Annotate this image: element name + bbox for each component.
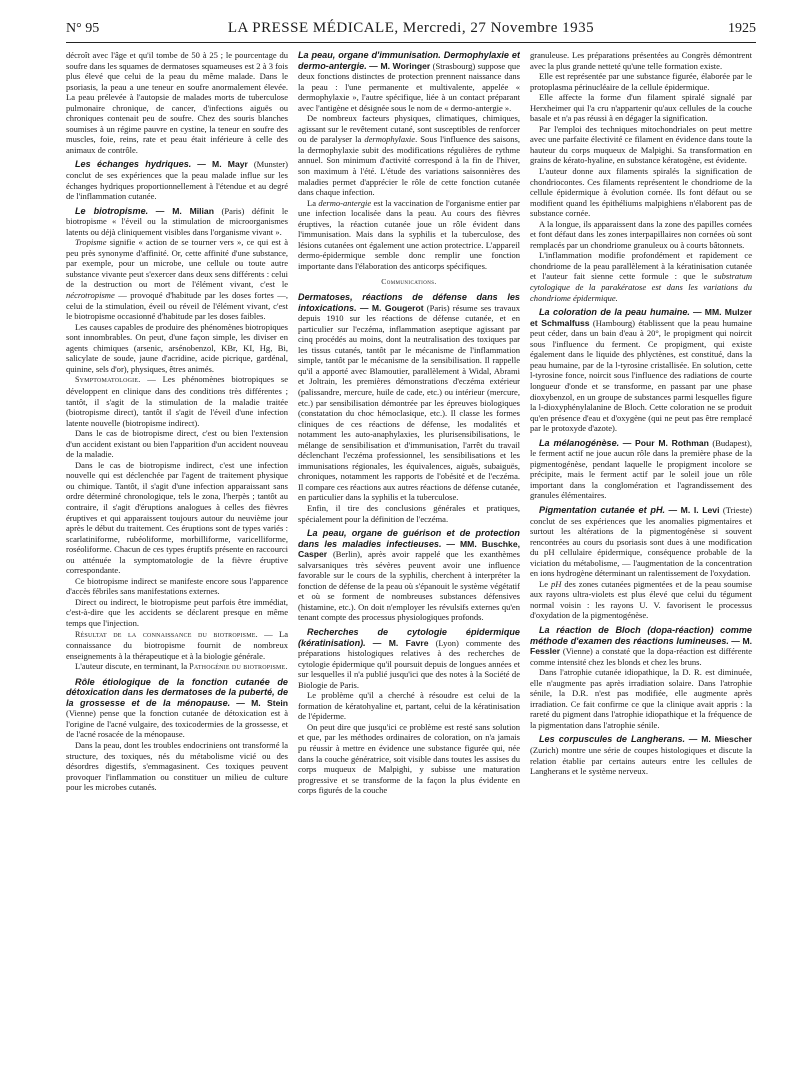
paragraph: Elle est représentée par une substance figurée, élaborée par le protoplasma périnucléaire de la cellule épidermique. bbox=[530, 71, 752, 92]
article-author: — M. Mayr bbox=[197, 159, 248, 170]
italic-term: substratum cytologique de la parakératose est dans les variations du chondriome épidermique. bbox=[530, 271, 752, 303]
text: est la vaccination de l'organisme entier par une infection localisée dans la peau. Au cours des fièvres éruptives, la réaction cutanée joue un rôle évident dans l'immunisation. Mais dans la syphilis et la tuberculose, des lésions cutanées ont également une action protectrice. L'appareil dermo-épidermique semble donc remplir une fonction importante dans l'élaboration des anticorps spécifiques. bbox=[298, 197, 520, 271]
article-title: La réaction de Bloch (dopa-réaction) comme méthode d'examen des réactions lumineuses. bbox=[530, 624, 752, 646]
article-author: — MM. Buschke, Casper bbox=[298, 538, 520, 560]
article-body: (Vienne) a constaté que la dopa-réaction est différente comme intensité chez les blonds et chez les bruns. bbox=[530, 646, 752, 667]
article-body: (Berlin), après avoir rappelé que les exanthèmes salvarsaniques très sévères peuvent avoir une influence favorable sur le cours de la syphilis, cherchent à interpréter la fonction de défense de la peau où s'épanouit le système végétatif et où se forment de nombreuses substances défensives (histamine, etc.). On doit n'employer les révulsifs externes qu'en tenant compte des processus physiologiques profonds. bbox=[298, 549, 520, 623]
paragraph bbox=[298, 198, 520, 272]
italic-term: dermophylaxie bbox=[364, 134, 416, 145]
article-author: — M. Favre bbox=[372, 637, 429, 648]
article-body: (Lyon) commente des préparations histologiques relatives à des recherches de cytologie épidermique qu'il poursuit depuis de longues années et sur lesquelles il n'a publié jusqu'ici que des notes à la Société de Biologie de Paris. bbox=[298, 637, 520, 690]
article-favre bbox=[298, 627, 520, 690]
italic-term: pH bbox=[551, 578, 562, 589]
paragraph bbox=[530, 250, 752, 303]
article-body: (Trieste) conclut de ses expériences que les anomalies pigmentaires et surtout les altérations de la pigmentogénèse si souvent rencontrées au cours du psoriasis sont dues à une modification du pH cellulaire épidermique, conséquence probable de la viciation du métabolisme, — l'augmentation de la concentration en ions hydrogène déterminant un ralentissement de l'oxydation. bbox=[530, 504, 752, 579]
paragraph: On peut dire que jusqu'ici ce problème est resté sans solution et que, par les méthodes ordinaires de coloration, on n'a jamais pu réussir à mettre en évidence une substance figurée qui, née dans la couche génératrice, soit visible dans toutes les assises du corps muqueux de Malpighi, y subisse une maturation progressive et se transforme de la façon la plus évidente en corps figurés de la couche bbox=[298, 721, 520, 796]
article-author: — Pour M. Rothman bbox=[622, 437, 709, 448]
italic-term: Tropisme bbox=[75, 237, 107, 248]
article-title: Les corpuscules de Langherans. bbox=[539, 734, 686, 745]
journal-title: LA PRESSE MÉDICALE, Mercredi, 27 Novembre 1935 bbox=[227, 20, 595, 36]
article-body: (Zurich) montre une série de coupes histologiques et discute la relation établie par certains auteurs entre les cellules de Langherans et le système nerveux. bbox=[530, 745, 752, 777]
article-buschke-casper bbox=[298, 528, 520, 623]
paragraph bbox=[298, 113, 520, 197]
article-author: — M. Stein bbox=[236, 697, 288, 708]
paragraph bbox=[530, 579, 752, 621]
paragraph bbox=[66, 237, 288, 321]
article-title: Pigmentation cutanée et pH. bbox=[539, 504, 666, 515]
paragraph: Dans le cas de biotropisme direct, c'est ou bien l'extension d'un accident existant ou bien l'apparition d'un accident nouveau de la maladie. bbox=[66, 428, 288, 460]
article-title: Les échanges hydriques. bbox=[75, 159, 192, 170]
paragraph bbox=[66, 629, 288, 662]
article-body: (Munster) conclut de ses expériences que la peau malade influe sur les échanges hydriques proportionnellement à l'étendue et au degré de l'inflammation cutanée. bbox=[66, 159, 288, 202]
article-author: — M. Fessler bbox=[530, 635, 752, 657]
text: La bbox=[307, 197, 319, 208]
article-title: Rôle étiologique de la fonction cutanée de détoxication dans les dermatoses de la puberté, de la grossesse et de la ménopause. bbox=[66, 676, 288, 708]
text: — Les phénomènes biotropiques se développent en clinique dans des conditions très différentes ; tantôt, il s'agit de la stimulation de la maladie traitée (biotropisme direct), tantôt il s'agit de l'éveil d'une infection latente nouvelle (biotropisme indirect). bbox=[66, 374, 288, 428]
section-heading: Pathogénie du biotropisme. bbox=[189, 662, 288, 672]
article-fessler bbox=[530, 625, 752, 667]
article-milian bbox=[66, 206, 288, 238]
article-author: — M. Gougerot bbox=[359, 302, 424, 313]
paragraph: L'auteur donne aux filaments spiralés la signification de chondriocontes. Ces filaments représentent le chondriome de la cellule épidermique à évolution cornée. Ils font défaut ou se modifient quand les épithéliums malpighiens n'élaborent pas de substance cornée. bbox=[530, 166, 752, 219]
text: des zones cutanées pigmentées et de la peau soumise aux rayons ultra-violets est plus élevé que celui du tégument normal voisin : les rayons U. V. favorisent le processus d'oxydation de la pigmentogénèse. bbox=[530, 578, 752, 621]
paragraph: Direct ou indirect, le biotropisme peut parfois être immédiat, c'est-à-dire que les accidents se déclarent presque en même temps que l'injection. bbox=[66, 596, 288, 628]
article-title: La peau, organe d'immunisation. Dermophylaxie et dermo-antergie. bbox=[298, 50, 520, 71]
article-title: La peau, organe de guérison et de protection dans les maladies infectieuses. bbox=[298, 528, 520, 549]
text: . Sous l'influence des saisons, la dermophylaxie subit des modifications régulières de rythme annuel. Son minimum d'activité correspond à la fin de l'hiver, son maximum à l'été. L'étude des variations saisonnières des maladies permet d'apprécier le rôle de cette fonction cutanée dans chaque infection. bbox=[298, 134, 520, 198]
article-body: (Budapest), le ferment actif ne joue aucun rôle dans la première phase de la pigmentogénèse, pendant laquelle le propigment incolore se précipite, mais le ferment actif par le soleil joue un rôle important dans la conglomération et l'agrandissement des granules élémentaires. bbox=[530, 437, 752, 501]
paragraph: A la longue, ils apparaissent dans la zone des papilles cornées et font défaut dans les zones interpapillaires non cornées où sont remplacés par un chondriome granuleux ou à courts bâtonnets. bbox=[530, 218, 752, 250]
section-heading: Symptomatologie. bbox=[75, 375, 141, 385]
paragraph: granuleuse. Les préparations présentées au Congrès démontrent avec la plus grande netteté qu'une telle formation existe. bbox=[530, 50, 752, 71]
section-heading: Résultat de la connaissance du biotropisme. bbox=[75, 629, 258, 639]
text: — provoqué d'habitude par les doses fortes —, celui de la stimulation, éveil ou réveil de l'élément vivant, c'est le biotropisme occasionné d'habitude par les doses faibles. bbox=[66, 290, 288, 322]
paragraph: décroît avec l'âge et qu'il tombe de 50 à 25 ; le pourcentage du soufre dans les squames de dermatoses squameuses est 2 à 3 fois plus élevé que celui de la peau du même malade. Dans le psoriasis, la peau a une teneur en soufre anormalement élevée. La peau prélevée à l'autopsie de malades morts de tuberculose pulmonaire chronique, de cancer, d'infections aiguës ou chroniques contenait peu de soufre. Chez des souris blanches soumises à un régime pauvre en cystine, la teneur en soufre des muscles, foie, reins, rate et peau était inférieure à celle des animaux de contrôle. bbox=[66, 50, 288, 155]
text: De nombreux facteurs physiques, climatiques, chimiques, agissant sur le revêtement cutané, sont susceptibles de renforcer ou de paralyser la bbox=[298, 113, 520, 145]
article-columns bbox=[66, 50, 760, 1075]
article-author: — M. I. Levi bbox=[668, 504, 720, 515]
article-mayr bbox=[66, 159, 288, 201]
article-author: — M. Miescher bbox=[688, 734, 752, 745]
article-body: (Vienne) pense que la fonction cutanée de détoxication est à l'origine de l'acné vulgaire, des toxicodermies de la grossesse, et de l'acné rosacée de la ménopause. bbox=[66, 708, 288, 740]
paragraph: Dans le cas de biotropisme indirect, c'est une infection nouvelle qui est déclenchée par l'agent de traitement physique ou chimique. Tantôt, il s'agit d'une infection apparaissant sans ordre déterminé chronologique, tels le zona, l'herpès ; tantôt au contraire, il s'agit d'éruptions analogues à celles des fièvres éruptives et qui apparaissent toujours autour du neuvième jour après le début du traitement. Ces éruptions sont de types variés : scarlatiniforme, rubéoliforme, morbilliforme, varicelliforme, roséoliforme. Chacun de ces types éruptifs présente en raccourci ou atténuée la symptomatologie de la fièvre éruptive correspondante. bbox=[66, 459, 288, 576]
text: signifie « action de se tourner vers », ce qui est à peu près synonyme d'affinité. Or, cette affinité d'une substance, par exemple, pour un microbe, une cellule ou toute autre substance vivante peut s'exercer dans deux sens différents : celui de la destruction ou mort de l'élément vivant, c'est le bbox=[66, 237, 288, 290]
article-stein bbox=[66, 677, 288, 740]
paragraph: Par l'emploi des techniques mitochondriales on peut mettre avec une parfaite électivité ce filament en évidence dans toute la hauteur du corps muqueux de Malpighi. Sa transformation en grains de kérato-hyaline, en substance kératogène, est évidente. bbox=[530, 123, 752, 166]
article-title: Dermatoses, réactions de défense dans les intoxications. bbox=[298, 292, 520, 313]
article-body: (Hambourg) établissent que la peau humaine peut céder, dans un bain d'eau à 20°, le propigment qui noircit sous l'influence du ferment. Ce propigment, qui existe également dans le liquide des phlyctènes, est constitué, dans la peau humaine, par de la l-tyrosine cristallisée. En solution, cette l-tyrosine fonce, noircit sous l'influence des radiations de courte longueur d'onde et se transforme, en passant par une phase dioxybenzol, en un groupe de substances parmi lesquelles figure la l-dioxyphénylalanine de Bloch. Cette coloration ne se produit qu'en présence d'eau et d'oxygène (qui ne peut pas être remplacé par le protoxyde d'azote). bbox=[530, 317, 752, 434]
paragraph: Enfin, il tire des conclusions générales et pratiques, spécialement pour la définition de l'eczéma. bbox=[298, 502, 520, 524]
article-rothman bbox=[530, 438, 752, 501]
page-number: 1925 bbox=[728, 21, 756, 36]
paragraph: Elle affecte la forme d'un filament spiralé signalé par Herxheimer qui l'a cru n'appartenir qu'aux cellules de la couche basale et n'a pas réussi à en dégager la signification. bbox=[530, 92, 752, 124]
article-author: — M. Milian bbox=[155, 205, 214, 216]
article-body: (Paris) définit le biotropisme « l'éveil ou la stimulation de microorganismes latents ou déjà cliniquement visibles dans l'organisme vivant ». bbox=[66, 205, 288, 237]
text: — La connaissance du biotropisme fournit de nombreux enseignements à la thérapeutique et à la biologie générale. bbox=[66, 628, 288, 661]
article-body: (Strasbourg) suppose que deux fonctions distinctes de protection prennent naissance dans la peau : l'une permanente et multivalente, appelée « dermophylaxie », l'autre spécifique, liée à un contact préparant avec l'antigène et désignée sous le nom de « dermo-antergie ». bbox=[298, 60, 520, 113]
issue-number: N° 95 bbox=[66, 21, 100, 36]
column-3 bbox=[530, 50, 752, 1075]
paragraph: Le problème qu'il a cherché à résoudre est celui de la formation de kératohyaline et, partant, celui de la kératinisation de l'épiderme. bbox=[298, 690, 520, 722]
text: L'auteur discute, en terminant, la bbox=[75, 661, 190, 672]
article-title: Recherches de cytologie épidermique (kératinisation). bbox=[298, 626, 520, 648]
paragraph bbox=[66, 661, 288, 673]
article-title: Le biotropisme. bbox=[75, 205, 149, 216]
paragraph: Dans la peau, dont les troubles endocriniens ont transformé la structure, des toxiques, nés du métabolisme vicié ou des désordres digestifs, s'emmagasinent. Ces toxiques peuvent provoquer l'inflammation ou constituer un milieu de culture pour les microbes cutanés. bbox=[66, 740, 288, 793]
article-title: La coloration de la peau humaine. bbox=[539, 307, 690, 318]
article-levi bbox=[530, 505, 752, 579]
paragraph: Ce biotropisme indirect se manifeste encore sous l'apparence d'accès fébriles sans manifestations externes. bbox=[66, 575, 288, 597]
article-gougerot bbox=[298, 292, 520, 503]
text: Le bbox=[539, 578, 551, 589]
article-miescher bbox=[530, 734, 752, 776]
article-author: — MM. Mulzer et Schmalfuss bbox=[530, 307, 752, 328]
text: L'inflammation modifie profondément et rapidement ce chondriome de la peau parallèlement à la kératinisation cutanée et l'auteur fait sienne cette formule : que le bbox=[530, 250, 752, 282]
article-body: (Paris) résume ses travaux depuis 1910 sur les réactions de défense cutanée, et en particulier sur l'eczéma, inflammation aseptique agissant par cinq procédés au moins, dont la neutralisation des toxiques par les tissus cutanés, tantôt par le mécanisme de l'inflammation simple, tantôt par le mécanisme de la sensibilisation. Il rappelle qu'il a apporté avec Blamoutier, parallèlement à Widal, Abrami et Joltrain, les premières démonstrations d'eczéma extérieur (palissandre, mercure, huile de cade, etc.) ou intérieur (mercure, etc.) par sensibilisation démontrée par les épreuves biologiques (constatation du choc hémoclasique, etc.). Il classe les formes cliniques de ces réactions de défense, les modalités et notamment les auto-anaphylaxies, les plurisensibilisations, le mélange de sensibilisation et d'immunisation, l'arrêt du travail déclenchant l'eczéma professionnel, les sensibilisations et les immunisations régionales, les équivalences, aiguës, subaiguës, chroniques, notamment les rapports de l'obésité et de l'eczéma. Il compare ces réactions aux autres réactions de défense cutanée, en particulier dans la syphilis et la tuberculose. bbox=[298, 302, 520, 503]
italic-term: nécrotropisme bbox=[66, 290, 115, 301]
paragraph: Les causes capables de produire des phénomènes biotropiques sont innombrables. On peut, d'une façon simple, les diviser en agents chimiques (arsenic, arsénobenzol, KBr, KI, Hg, Bi, salicylate de soude, jaune d'acridine, acide picrique, gardénal, quinine, sels d'or), physiques, êtres animés. bbox=[66, 321, 288, 374]
article-author: — M. Woringer bbox=[369, 60, 431, 71]
article-woringer bbox=[298, 50, 520, 113]
column-1 bbox=[66, 50, 288, 1075]
paragraph bbox=[66, 374, 288, 428]
italic-term: dermo-antergie bbox=[318, 197, 372, 208]
article-title: La mélanogénèse. bbox=[539, 437, 620, 448]
paragraph: Dans l'atrophie cutanée idiopathique, la D. R. est diminuée, elle n'augmente pas après irradiation solaire. Dans l'atrophie sénile, la D.R. n'est pas modifiée, elle augmente après irradiation. Ce fait confirme ce que la clinique avait appris : la rareté du pigment dans l'atrophie idiopathique et la fréquence de la pigmentation dans l'atrophie sénile. bbox=[530, 667, 752, 730]
article-mulzer-schmalfuss bbox=[530, 307, 752, 434]
page-header bbox=[66, 18, 756, 43]
section-heading-communications: Communications. bbox=[381, 277, 437, 287]
column-2 bbox=[298, 50, 520, 1075]
